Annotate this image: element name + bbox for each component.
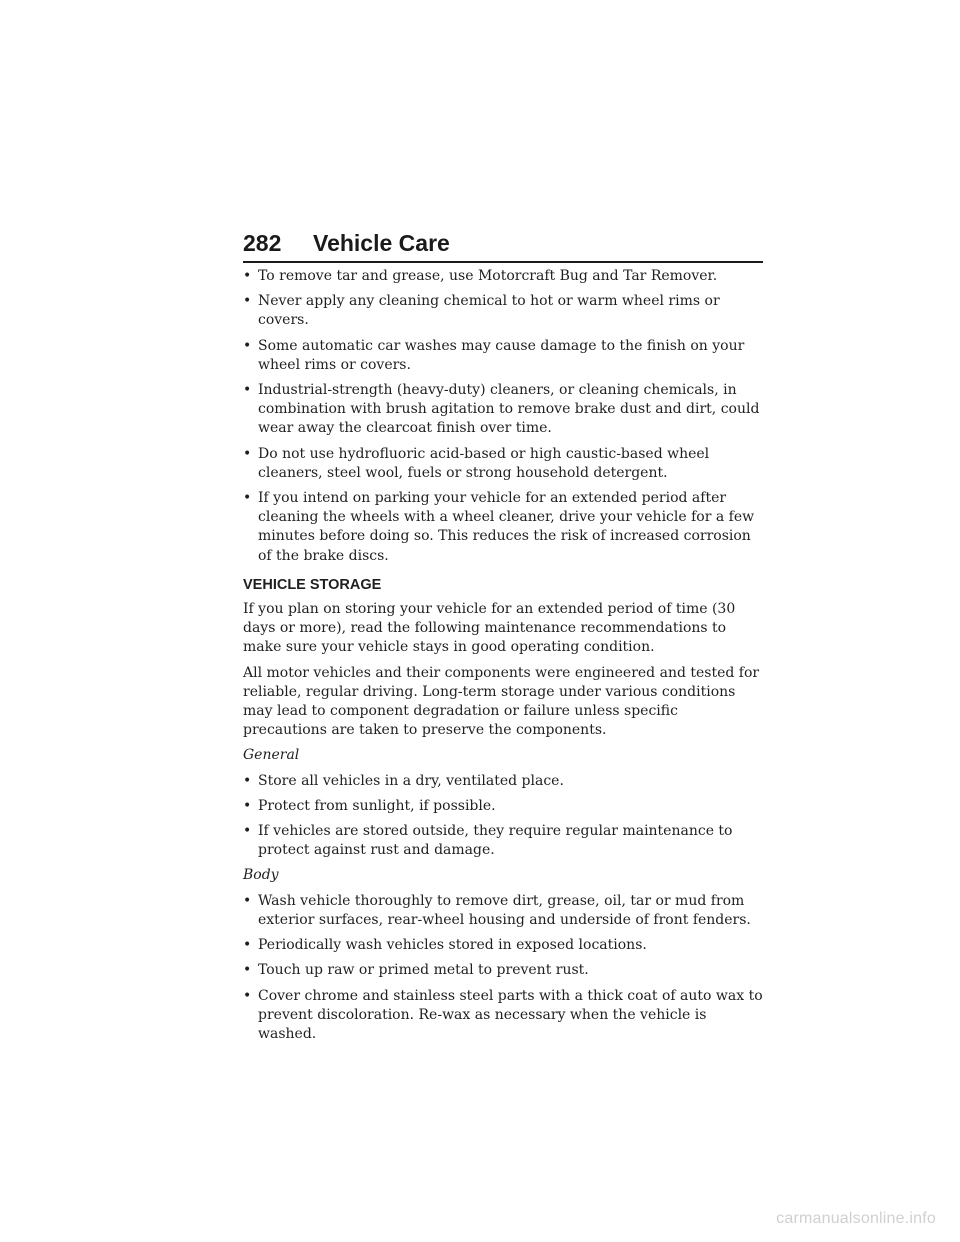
list-item <box>243 892 763 930</box>
bullet-icon: • <box>243 337 252 354</box>
list-item <box>243 267 763 286</box>
watermark-text: carmanualsonline.info <box>776 1210 936 1227</box>
bullet-icon: • <box>243 892 252 909</box>
list-item-text: Industrial-strength (heavy-duty) cleaners, or cleaning chemicals, in combination with brush agitation to remove brake dust and dirt, could wear away the clearcoat finish over time. <box>258 382 760 437</box>
list-item <box>243 822 763 860</box>
section-title: Vehicle Care <box>313 230 450 256</box>
page-number: 282 <box>243 230 282 256</box>
page-header <box>243 228 763 262</box>
body-subheading: Body <box>243 867 279 884</box>
list-item-text: Touch up raw or primed metal to prevent rust. <box>258 962 589 979</box>
list-item <box>243 772 763 791</box>
bullet-icon: • <box>243 937 252 954</box>
list-item-text: Store all vehicles in a dry, ventilated place. <box>258 772 564 789</box>
list-item <box>243 987 763 1045</box>
list-item <box>243 936 763 955</box>
bullet-icon: • <box>243 987 252 1004</box>
list-item-text: Some automatic car washes may cause damage to the finish on your wheel rims or covers. <box>258 337 745 373</box>
list-item <box>243 961 763 980</box>
bullet-icon: • <box>243 823 252 840</box>
list-item-text: To remove tar and grease, use Motorcraft Bug and Tar Remover. <box>258 268 718 284</box>
header-rule <box>243 261 763 263</box>
bullet-icon: • <box>243 962 252 979</box>
list-item-text: Wash vehicle thoroughly to remove dirt, grease, oil, tar or mud from exterior surfaces, rear-wheel housing and underside of front fenders. <box>258 892 751 928</box>
list-item <box>243 292 763 330</box>
list-item-text: If vehicles are stored outside, they require regular maintenance to protect against rust and damage. <box>258 823 733 859</box>
storage-intro-paragraph: If you plan on storing your vehicle for an extended period of time (30 days or more), read the following maintenance recommendations to make sure your vehicle stays in good operating condition. <box>243 601 736 656</box>
bullet-icon: • <box>243 797 252 814</box>
bullet-icon: • <box>243 445 252 462</box>
list-item <box>243 489 763 566</box>
storage-engineering-paragraph: All motor vehicles and their components were engineered and tested for reliable, regular driving. Long-term storage under various conditions may lead to component degradation or failure unless specific precautions are taken to preserve the components. <box>243 664 760 739</box>
general-subheading: General <box>243 747 300 764</box>
list-item <box>243 337 763 375</box>
list-item-text: Never apply any cleaning chemical to hot or warm wheel rims or covers. <box>258 293 720 329</box>
list-item <box>243 381 763 439</box>
page-content <box>243 267 763 1050</box>
list-item-text: Cover chrome and stainless steel parts with a thick coat of auto wax to prevent discoloration. Re-wax as necessary when the vehicle is washed. <box>258 987 763 1042</box>
list-item-text: If you intend on parking your vehicle for an extended period after cleaning the wheels with a wheel cleaner, drive your vehicle for a few minutes before doing so. This reduces the risk of increased corrosion of the brake discs. <box>258 490 755 564</box>
list-item <box>243 445 763 483</box>
list-item-text: Do not use hydrofluoric acid-based or high caustic-based wheel cleaners, steel wool, fuels or strong household detergent. <box>258 445 710 481</box>
vehicle-storage-heading: VEHICLE STORAGE <box>243 576 382 593</box>
list-item-text: Protect from sunlight, if possible. <box>258 797 496 814</box>
bullet-icon: • <box>243 382 252 399</box>
bullet-icon: • <box>243 293 252 310</box>
bullet-icon: • <box>243 268 252 284</box>
list-item <box>243 797 763 816</box>
bullet-icon: • <box>243 772 252 789</box>
list-item-text: Periodically wash vehicles stored in exposed locations. <box>258 937 647 954</box>
bullet-icon: • <box>243 490 252 507</box>
